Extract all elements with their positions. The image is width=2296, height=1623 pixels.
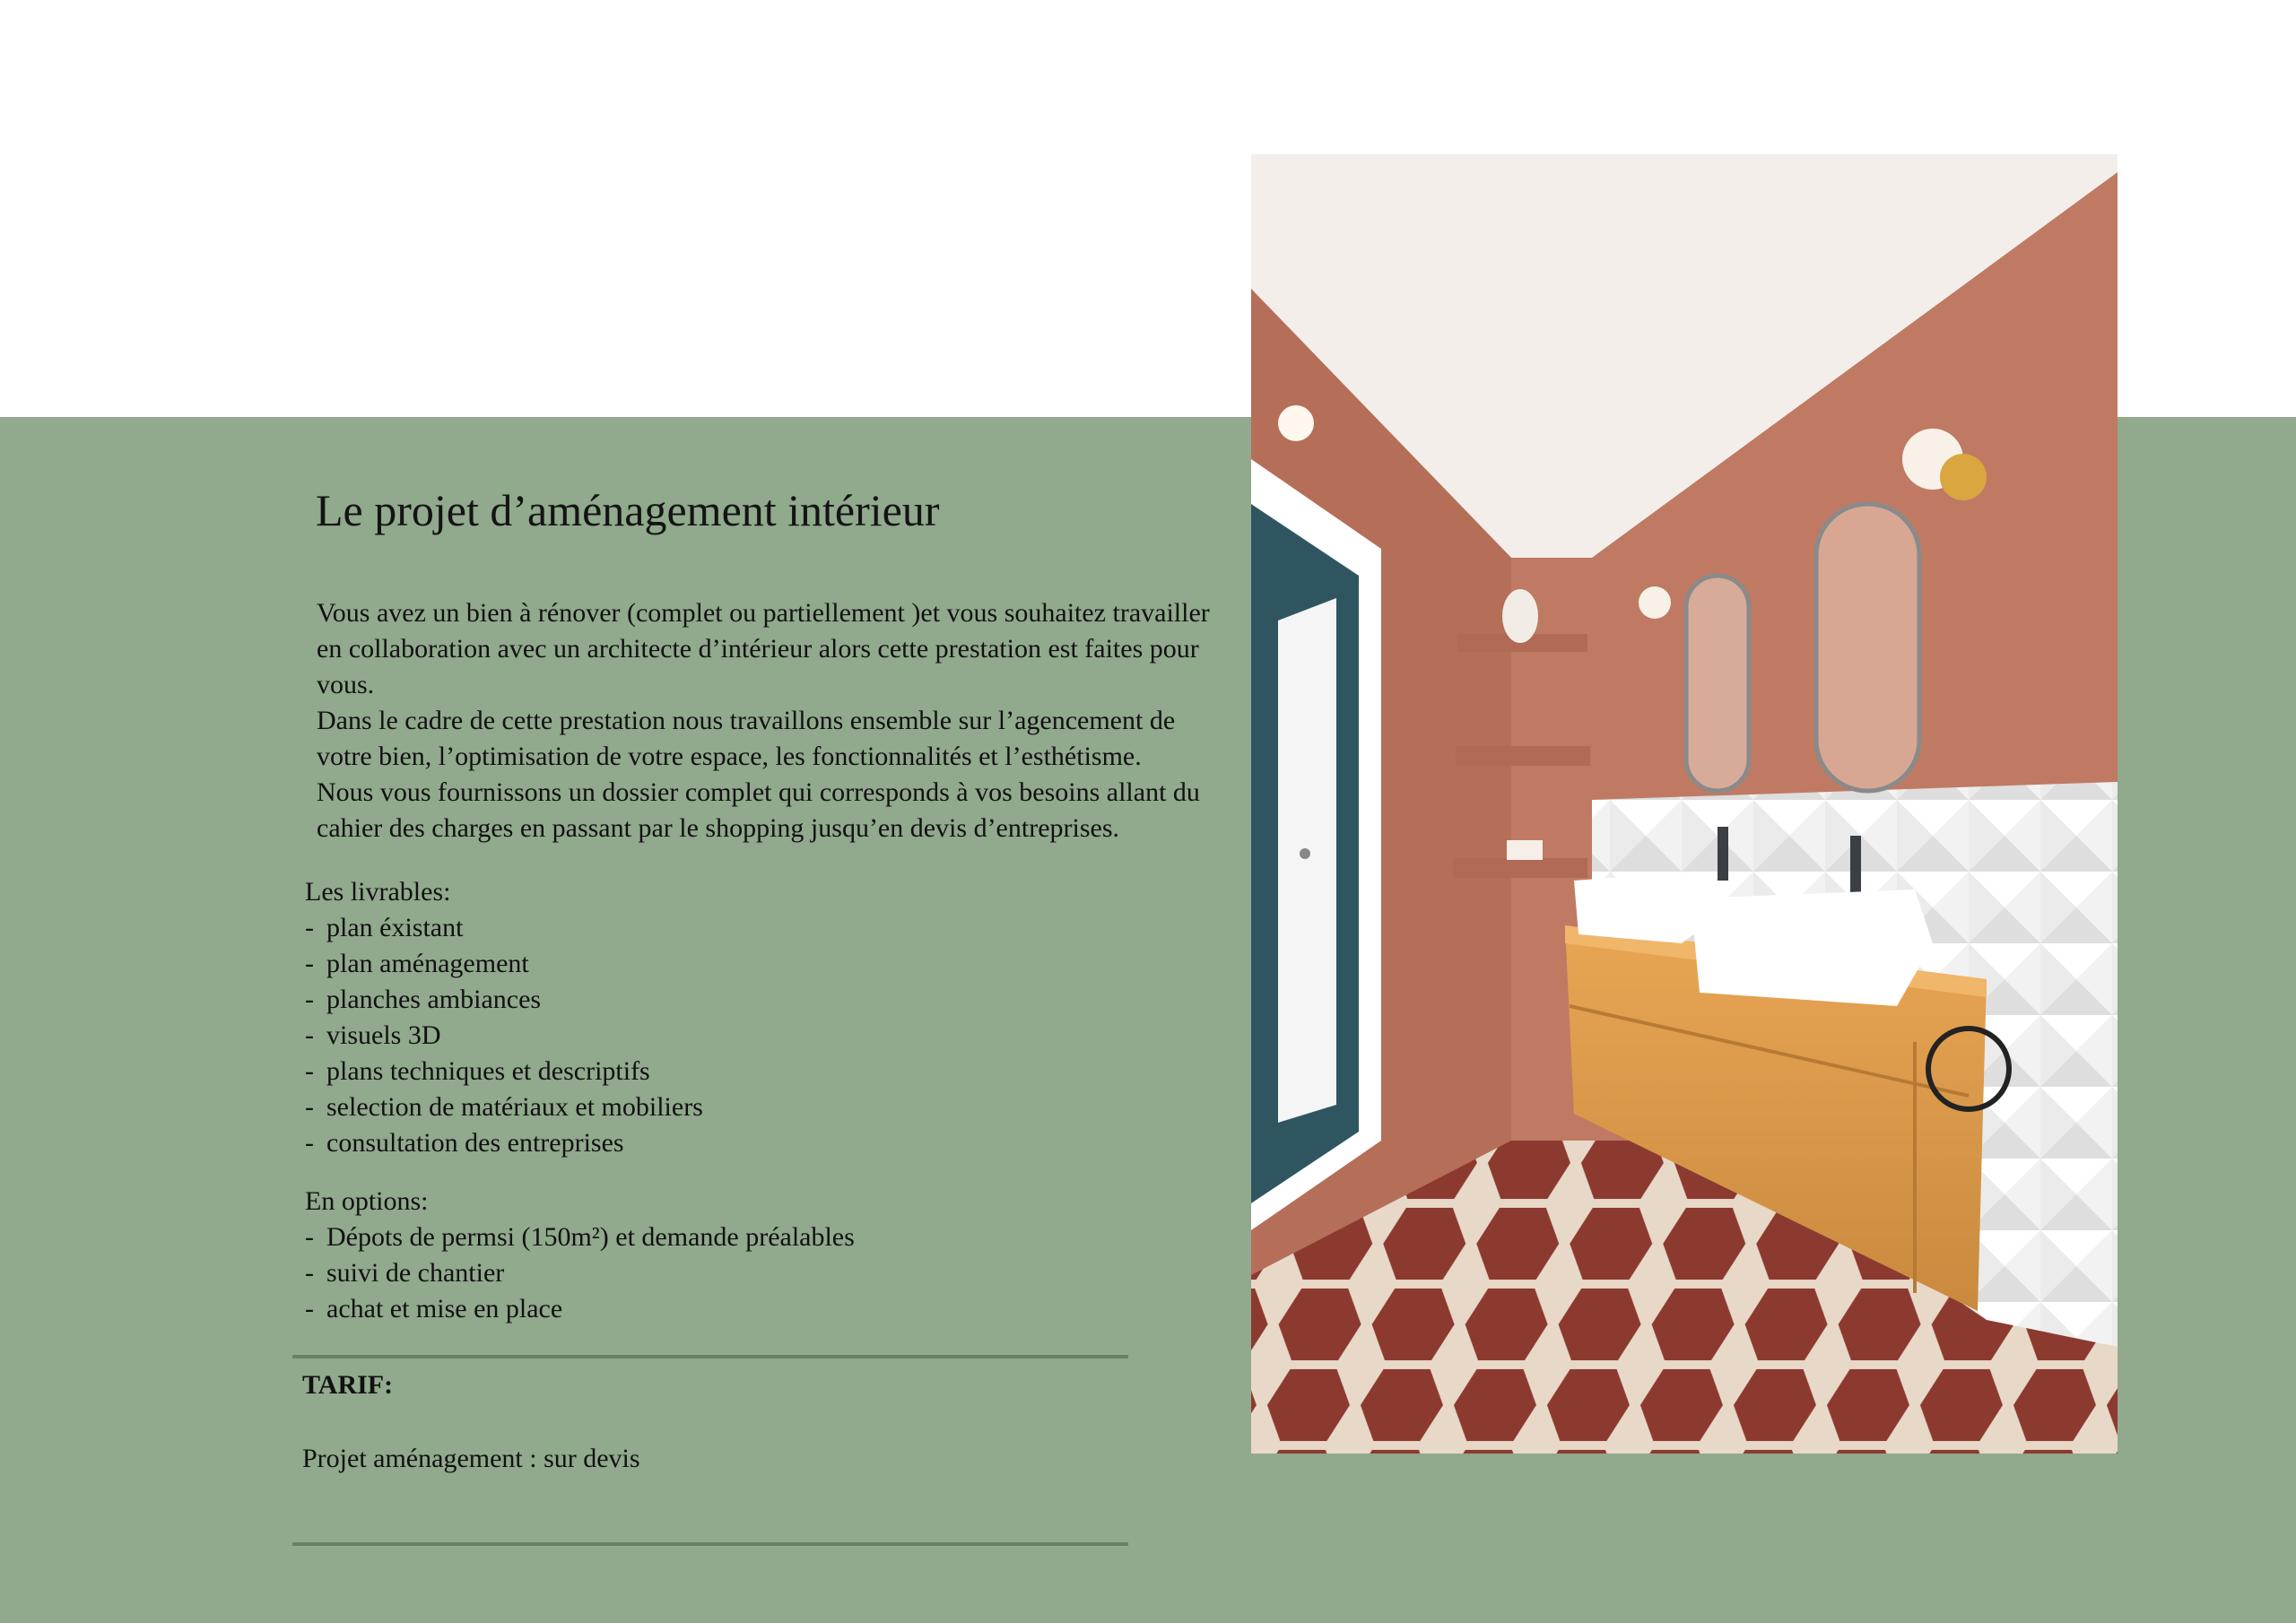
list-item: - suivi de chantier bbox=[305, 1258, 505, 1288]
tarif-heading: TARIF: bbox=[302, 1370, 394, 1400]
tarif-value: Projet aménagement : sur devis bbox=[302, 1444, 640, 1473]
options-section bbox=[305, 1184, 855, 1327]
list-item: - plan éxistant bbox=[305, 913, 464, 942]
deliverables-section bbox=[305, 874, 703, 1161]
divider-top bbox=[292, 1355, 1128, 1358]
intro-line: Dans le cadre de cette prestation nous travaillons ensemble sur l’agencement de votre bien, l’optimisation de votre espace, les fonctionnalités et l’esthétisme. bbox=[317, 706, 1176, 771]
options-list bbox=[305, 1219, 855, 1327]
list-item: - selection de matériaux et mobiliers bbox=[305, 1092, 703, 1122]
bathroom-illustration bbox=[1251, 154, 2118, 1454]
deliverables-heading: Les livrables: bbox=[305, 877, 451, 907]
list-item: - achat et mise en place bbox=[305, 1294, 563, 1324]
page-title: Le projet d’aménagement intérieur bbox=[316, 485, 940, 535]
list-item: - consultation des entreprises bbox=[305, 1128, 624, 1158]
intro-paragraph bbox=[317, 595, 1222, 846]
list-item: - visuels 3D bbox=[305, 1020, 441, 1050]
list-item: - Dépots de permsi (150m²) et demande préalables bbox=[305, 1222, 855, 1252]
list-item: - plans techniques et descriptifs bbox=[305, 1056, 650, 1086]
list-item: - planches ambiances bbox=[305, 985, 542, 1014]
options-heading: En options: bbox=[305, 1186, 429, 1216]
intro-line: Nous vous fournissons un dossier complet qui corresponds à vos besoins allant du cahier des charges en passant par le shopping jusqu’en devis d’entreprises. bbox=[317, 777, 1200, 843]
bathroom-photo bbox=[1251, 154, 2118, 1454]
deliverables-list bbox=[305, 910, 703, 1161]
intro-line: Vous avez un bien à rénover (complet ou partiellement )et vous souhaitez travailler en collaboration avec un architecte d’intérieur alors cette prestation est faites pour vous. bbox=[317, 598, 1210, 699]
list-item: - plan aménagement bbox=[305, 949, 529, 978]
divider-bottom bbox=[292, 1542, 1128, 1546]
